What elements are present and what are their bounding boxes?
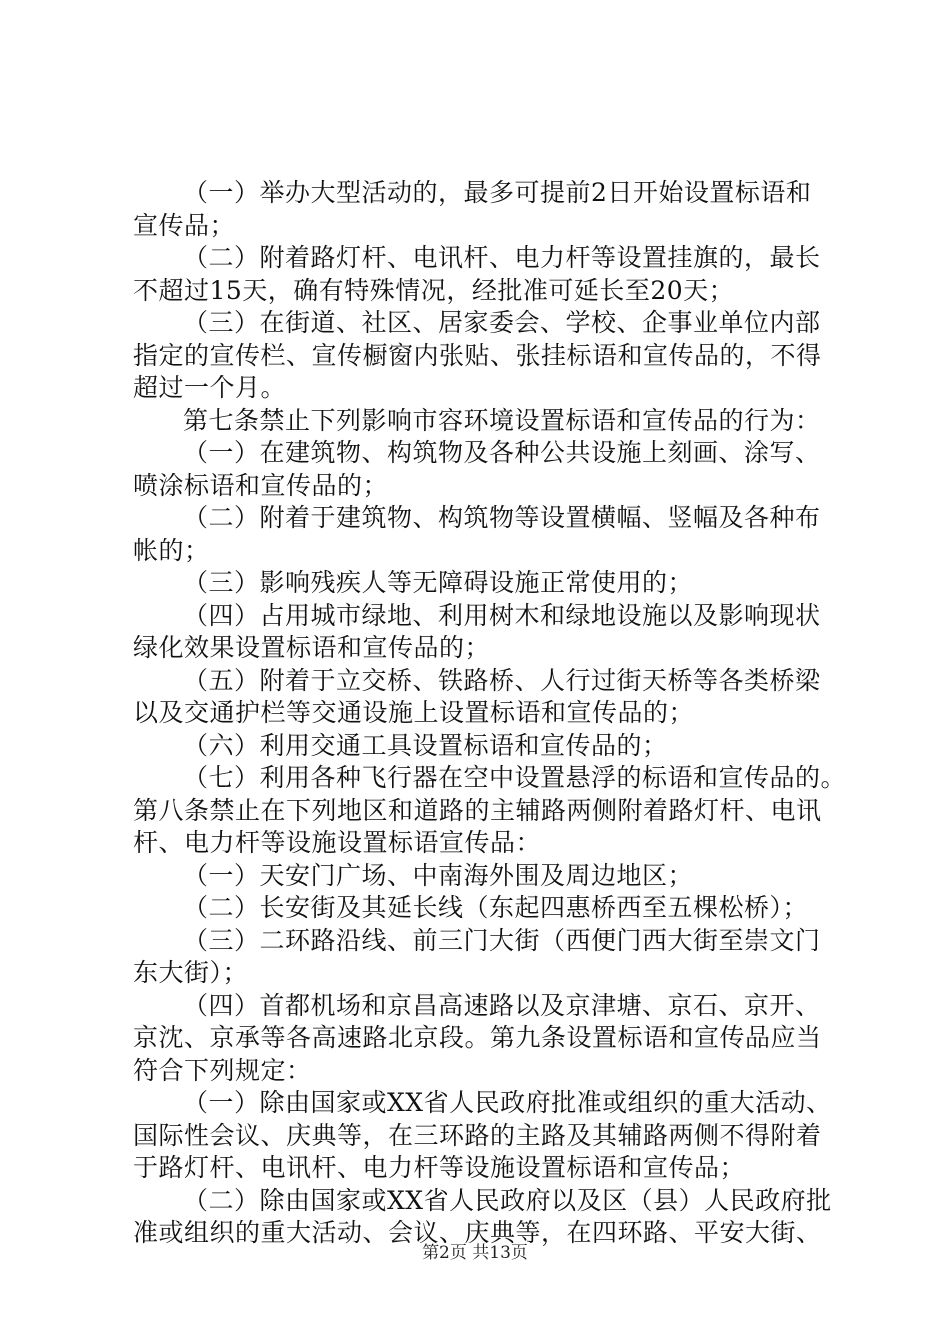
text-line: （二）附着路灯杆、电讯杆、电力杆等设置挂旗的，最长 bbox=[183, 243, 821, 272]
page-number-label: 第2页 共13页 bbox=[422, 1243, 528, 1263]
text-line: 喷涂标语和宣传品的； bbox=[133, 470, 389, 500]
page-footer bbox=[0, 1242, 950, 1264]
text-line: 绿化效果设置标语和宣传品的； bbox=[133, 633, 491, 662]
text-line: 于路灯杆、电讯杆、电力杆等设施设置标语和宣传品； bbox=[133, 1153, 746, 1182]
text-line: （三）二环路沿线、前三门大街（西便门西大街至崇文门 bbox=[183, 925, 821, 955]
text-line: （一）举办大型活动的，最多可提前2日开始设置标语和 bbox=[183, 178, 812, 207]
text-line: 以及交通护栏等交通设施上设置标语和宣传品的； bbox=[133, 698, 695, 727]
text-line: 国际性会议、庆典等，在三环路的主路及其辅路两侧不得附着 bbox=[133, 1120, 822, 1150]
text-line: （三）影响残疾人等无障碍设施正常使用的； bbox=[183, 568, 694, 597]
text-line: （七）利用各种飞行器在空中设置悬浮的标语和宣传品的。 bbox=[183, 763, 847, 792]
document-body bbox=[133, 177, 847, 1250]
text-line: 第八条禁止在下列地区和道路的主辅路两侧附着路灯杆、电讯 bbox=[133, 795, 822, 825]
text-line: 帐的； bbox=[133, 535, 210, 565]
text-line: 东大街）； bbox=[133, 958, 249, 987]
text-line: （四）首都机场和京昌高速路以及京津塘、京石、京开、 bbox=[183, 990, 821, 1020]
text-line: 第七条禁止下列影响市容环境设置标语和宣传品的行为： bbox=[183, 405, 821, 435]
text-line: 京沈、京承等各高速路北京段。第九条设置标语和宣传品应当 bbox=[133, 1023, 822, 1052]
text-line: 宣传品； bbox=[133, 210, 236, 240]
text-line: （一）天安门广场、中南海外围及周边地区； bbox=[183, 860, 694, 890]
text-line: （一）在建筑物、构筑物及各种公共设施上刻画、涂写、 bbox=[183, 438, 821, 467]
text-line: 超过一个月。 bbox=[133, 373, 287, 402]
text-line: 不超过15天，确有特殊情况，经批准可延长至20天； bbox=[133, 275, 735, 305]
text-line: （五）附着于立交桥、铁路桥、人行过街天桥等各类桥梁 bbox=[183, 665, 821, 695]
text-line: （三）在街道、社区、居家委会、学校、企事业单位内部 bbox=[183, 308, 821, 337]
text-line: （二）除由国家或XX省人民政府以及区（县）人民政府批 bbox=[183, 1185, 832, 1215]
text-line: 准或组织的重大活动、会议、庆典等，在四环路、平安大街、 bbox=[133, 1218, 822, 1247]
text-line: 指定的宣传栏、宣传橱窗内张贴、张挂标语和宣传品的，不得 bbox=[133, 340, 822, 370]
text-line: 符合下列规定： bbox=[133, 1055, 312, 1085]
text-line: （一）除由国家或XX省人民政府批准或组织的重大活动、 bbox=[183, 1088, 832, 1117]
text-line: （六）利用交通工具设置标语和宣传品的； bbox=[183, 730, 668, 760]
text-line: （二）附着于建筑物、构筑物等设置横幅、竖幅及各种布 bbox=[183, 503, 821, 532]
text-line: （四）占用城市绿地、利用树木和绿地设施以及影响现状 bbox=[183, 600, 821, 630]
text-line: （二）长安街及其延长线（东起四惠桥西至五棵松桥）； bbox=[183, 893, 809, 922]
text-line: 杆、电力杆等设施设置标语宣传品： bbox=[133, 828, 542, 857]
